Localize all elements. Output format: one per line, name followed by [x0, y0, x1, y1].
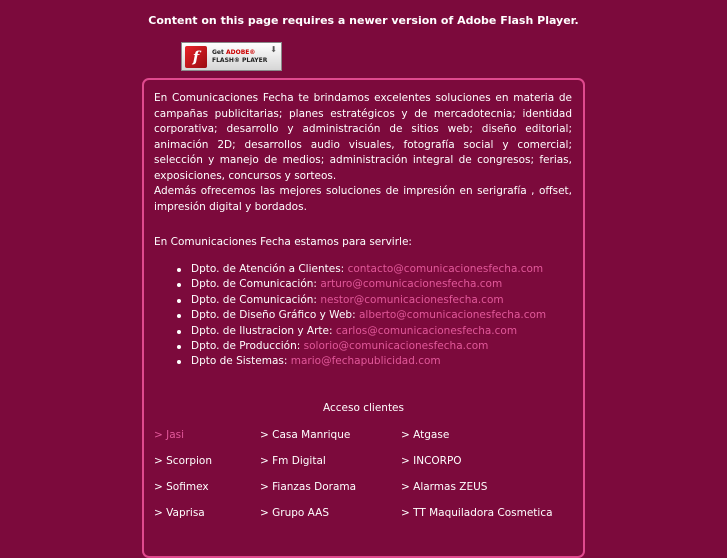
department-label: Dpto de Sistemas: [191, 355, 288, 368]
flash-button-get: Get [212, 48, 224, 56]
flash-button-product: FLASH® PLAYER [212, 56, 268, 64]
client-link-jasi[interactable]: > Jasi [154, 429, 185, 441]
department-email-link[interactable]: mario@fechapublicidad.com [290, 355, 441, 368]
department-item [177, 308, 546, 323]
intro-paragraph-services: En Comunicaciones Fecha te brindamos excelentes soluciones en materia de campañas publicitarias; planes estratégicos y de mercadotecnia; identidad corporativa; desarrollo y administración de sitios web; diseño editorial; animación 2D; desarrollos audio visuales, fotografía social y comercial; selección y manejo de medios; administración integral de congresos; ferias, exposiciones, concursos y sorteos. [154, 92, 572, 182]
department-item [177, 354, 546, 369]
intro-paragraph-printing: Además ofrecemos las mejores soluciones de impresión en serigrafía , offset, impresión digital y bordados. [154, 185, 572, 213]
flash-warning-message: Content on this page requires a newer version of Adobe Flash Player. [148, 14, 579, 27]
client-link-vaprisa[interactable]: > Vaprisa [154, 507, 205, 519]
department-label: Dpto. de Comunicación: [191, 293, 317, 306]
client-link-scorpion[interactable]: > Scorpion [154, 455, 212, 467]
get-flash-player-button[interactable] [181, 42, 282, 71]
department-item [177, 339, 546, 354]
department-email-link[interactable]: arturo@comunicacionesfecha.com [320, 278, 503, 291]
department-email-link[interactable]: nestor@comunicacionesfecha.com [320, 293, 504, 306]
download-arrow-icon: ⬇ [270, 45, 277, 54]
client-link-fianzas-dorama[interactable]: > Fianzas Dorama [260, 481, 357, 493]
department-label: Dpto. de Producción: [191, 340, 301, 353]
department-item [177, 262, 546, 277]
department-email-link[interactable]: alberto@comunicacionesfecha.com [358, 309, 547, 322]
client-link-tt-maquiladora[interactable]: > TT Maquiladora Cosmetica [401, 507, 553, 519]
flash-logo-icon: f [185, 46, 207, 68]
client-link-sofimex[interactable]: > Sofimex [154, 481, 209, 493]
department-label: Dpto. de Atención a Clientes: [191, 263, 345, 275]
services-title: En Comunicaciones Fecha estamos para servirle: [154, 236, 412, 248]
client-link-incorpo[interactable]: > INCORPO [401, 455, 462, 467]
client-link-casa-manrique[interactable]: > Casa Manrique [260, 429, 351, 441]
department-label: Dpto. de Comunicación: [191, 278, 317, 291]
department-email-link[interactable]: contacto@comunicacionesfecha.com [347, 263, 544, 275]
department-email-link[interactable]: carlos@comunicacionesfecha.com [335, 324, 518, 337]
department-item [177, 324, 546, 339]
client-access-title: Acceso clientes [322, 402, 404, 414]
department-item [177, 293, 546, 308]
client-link-grupo-aas[interactable]: > Grupo AAS [260, 507, 329, 519]
department-label: Dpto. de Ilustracion y Arte: [191, 324, 333, 337]
department-label: Dpto. de Diseño Gráfico y Web: [191, 309, 356, 322]
intro-text [154, 91, 572, 215]
department-item [177, 277, 546, 292]
client-link-atgase[interactable]: > Atgase [401, 429, 450, 441]
client-link-fm-digital[interactable]: > Fm Digital [260, 455, 326, 467]
department-email-link[interactable]: solorio@comunicacionesfecha.com [303, 340, 489, 353]
flash-button-text [212, 49, 267, 65]
flash-button-adobe: ADOBE® [225, 48, 256, 56]
department-list [177, 262, 546, 370]
client-link-alarmas-zeus[interactable]: > Alarmas ZEUS [401, 481, 488, 493]
